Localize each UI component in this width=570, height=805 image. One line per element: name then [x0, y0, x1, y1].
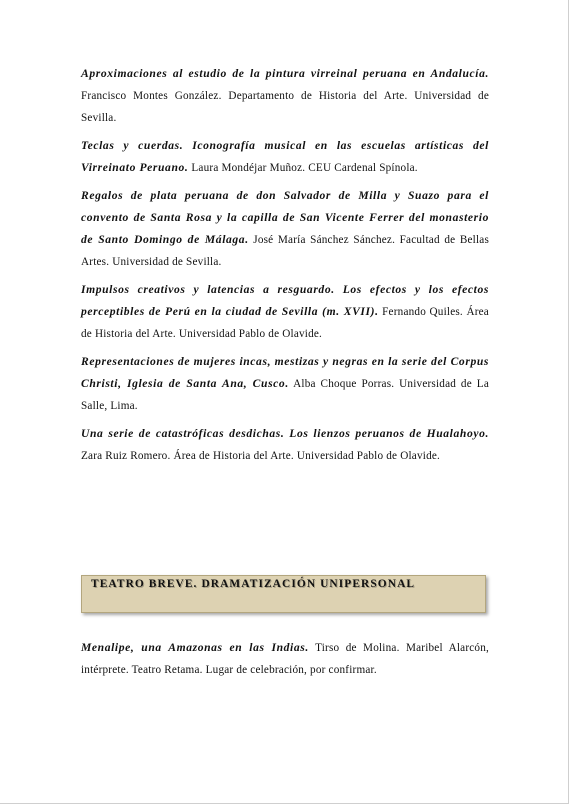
entry-authors: Zara Ruiz Romero. Área de Historia del Arte. Universidad Pablo de Olavide. — [81, 450, 441, 462]
list-item — [81, 185, 489, 273]
entry-title: Una serie de catastróficas desdichas. Los lienzos peruanos de Hualahoyo. — [81, 427, 489, 440]
list-item — [81, 135, 489, 179]
entry-title: Aproximaciones al estudio de la pintura virreinal peruana en Andalucía. — [81, 67, 489, 80]
section-heading: TEATRO BREVE. DRAMATIZACIÓN UNIPERSONAL — [91, 578, 416, 590]
entry-title: Regalos de plata peruana de don Salvador de Milla y Suazo para el convento de Santa Rosa y la capilla de San Vicente Ferrer del monasterio de Santo Domingo de Málaga. — [81, 189, 489, 246]
play-details: Tirso de Molina. Maribel Alarcón, intérprete. Teatro Retama. Lugar de celebración, por confirmar. — [81, 642, 489, 676]
list-item — [81, 637, 489, 681]
section-heading-banner — [81, 575, 486, 613]
play-title: Menalipe, una Amazonas en las Indias. — [81, 641, 309, 654]
theatre-section — [81, 637, 489, 687]
entry-authors: Francisco Montes González. Departamento de Historia del Arte. Universidad de Sevilla. — [81, 90, 489, 124]
entry-authors: Laura Mondéjar Muñoz. CEU Cardenal Spínola. — [188, 162, 418, 174]
entry-title: Impulsos creativos y latencias a resguardo. Los efectos y los efectos perceptibles de Perú en la ciudad de Sevilla (m. XVII). — [81, 283, 489, 318]
list-item — [81, 351, 489, 417]
entry-authors: José María Sánchez Sánchez. Facultad de Bellas Artes. Universidad de Sevilla. — [81, 234, 489, 268]
conference-list — [81, 63, 489, 473]
list-item — [81, 423, 489, 467]
entry-title: Teclas y cuerdas. Iconografía musical en las escuelas artísticas del Virreinato Peruano. — [81, 139, 489, 174]
list-item — [81, 63, 489, 129]
entry-authors: Fernando Quiles. Área de Historia del Arte. Universidad Pablo de Olavide. — [81, 306, 489, 340]
entry-authors: Alba Choque Porras. Universidad de La Salle, Lima. — [81, 378, 489, 412]
entry-title: Representaciones de mujeres incas, mestizas y negras en la serie del Corpus Christi, Iglesia de Santa Ana, Cusco. — [81, 355, 489, 390]
list-item — [81, 279, 489, 345]
